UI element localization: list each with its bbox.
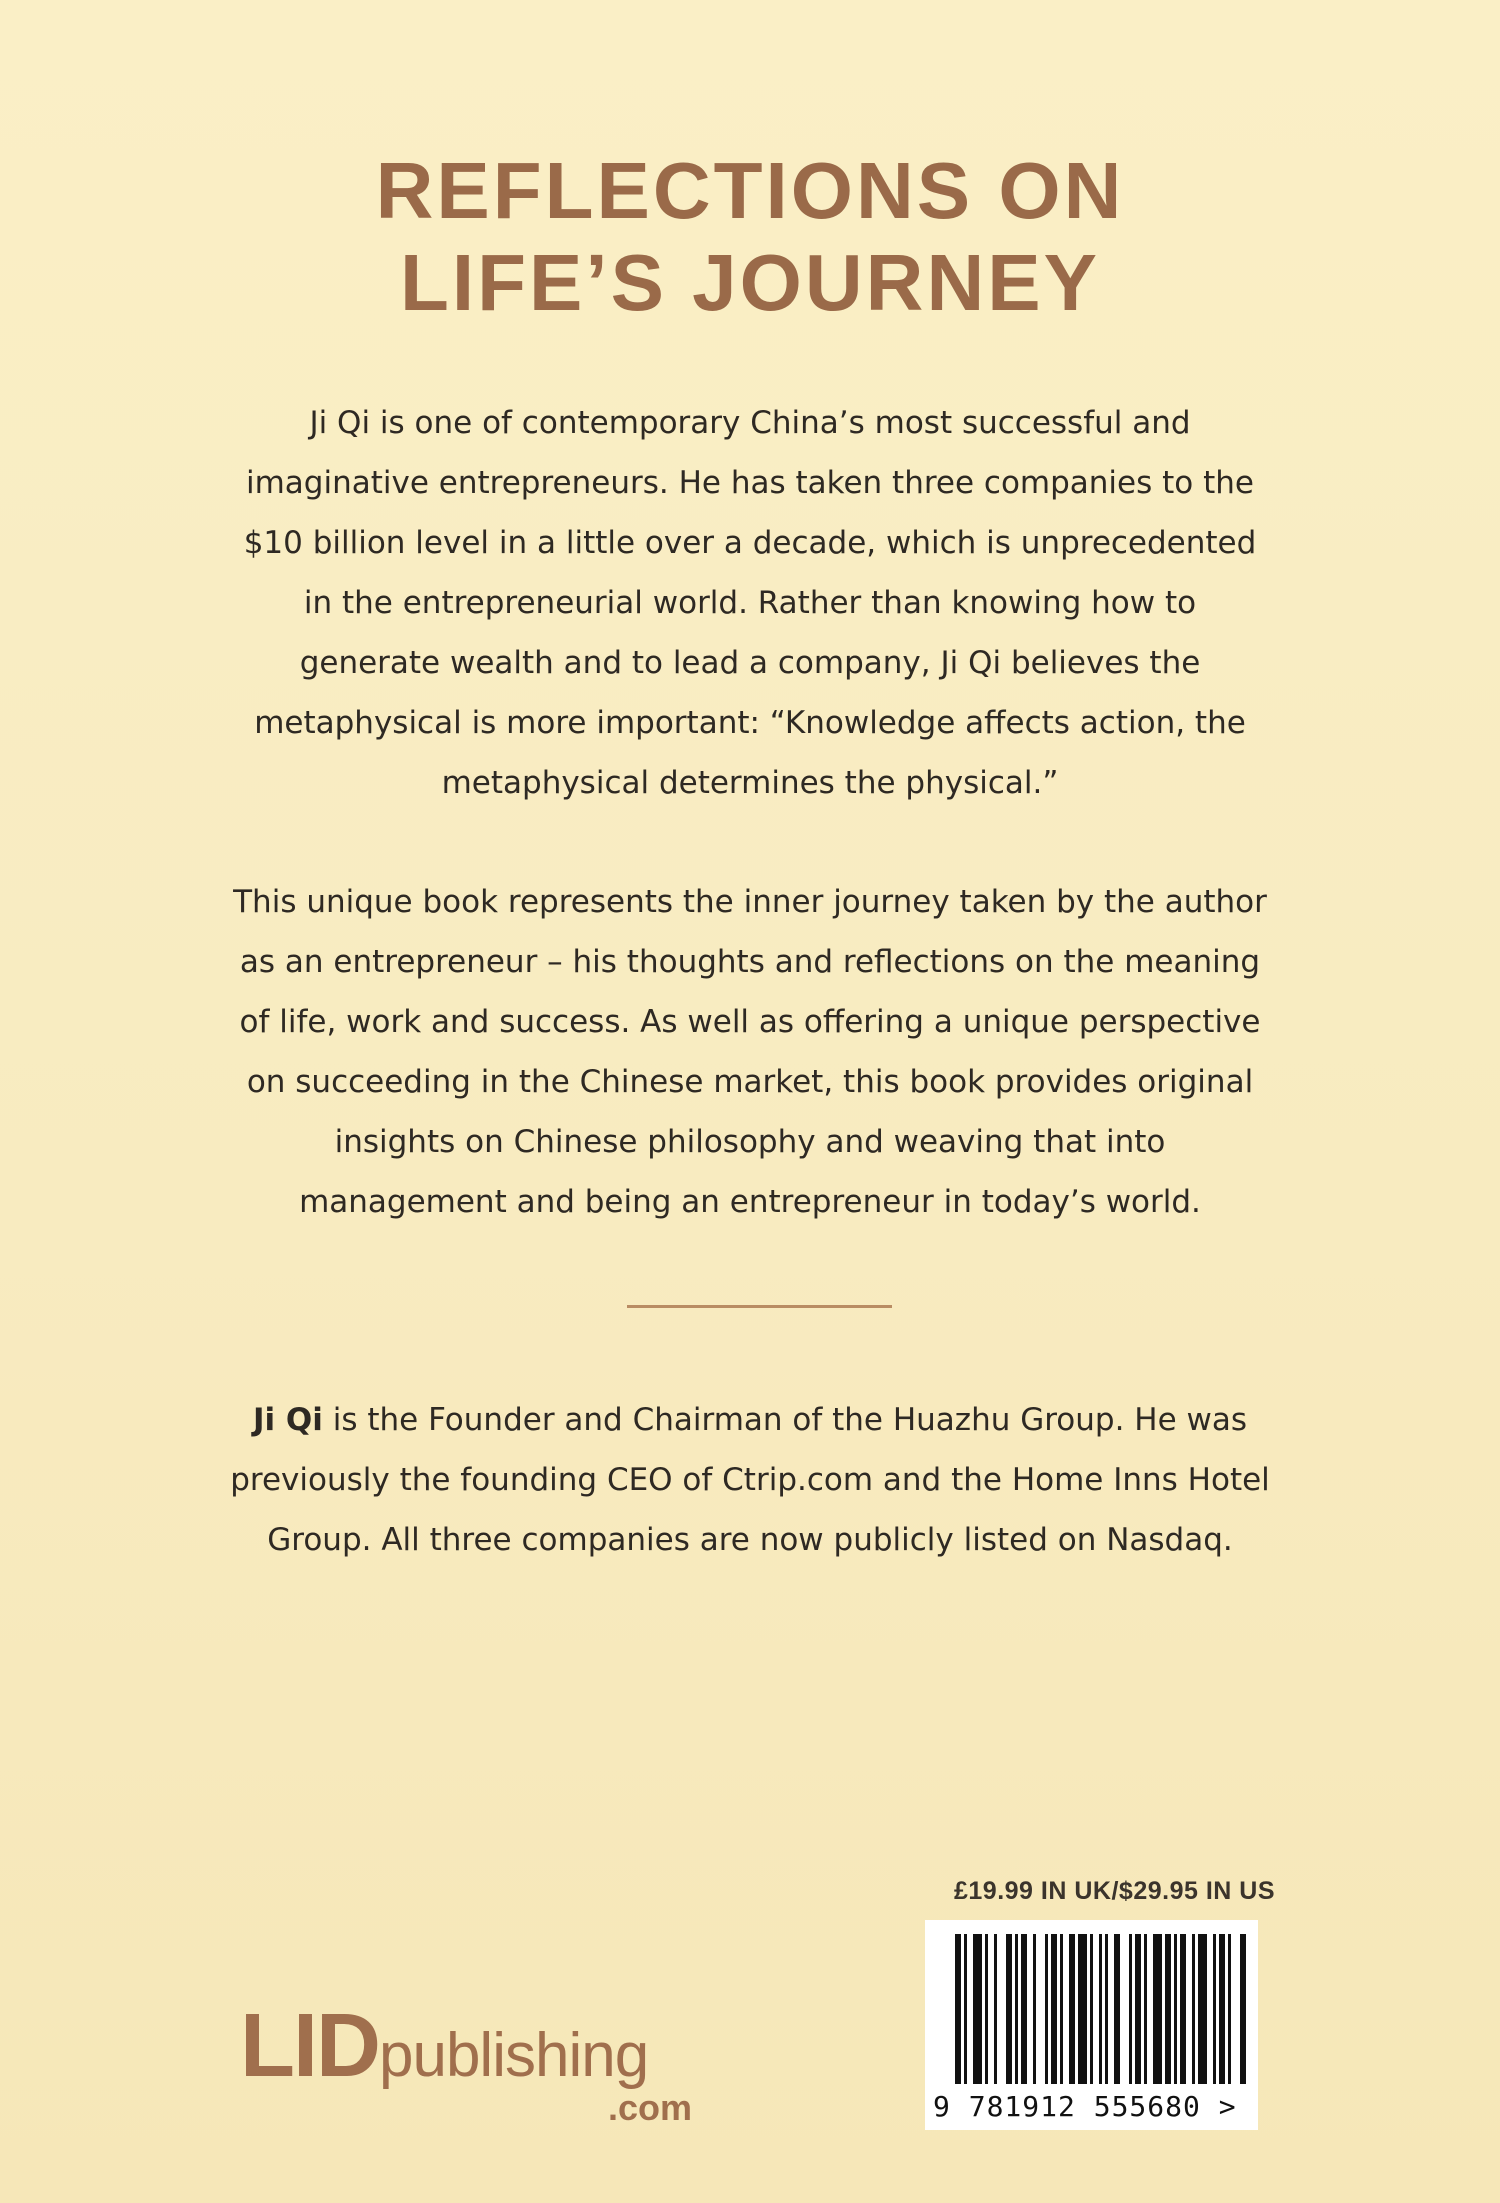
section-divider [627, 1305, 892, 1308]
barcode-bar [1021, 1934, 1027, 2084]
author-bio-text: is the Founder and Chairman of the Huazhu Group. He was previously the founding CEO of Ctrip.com and the Home Inns Hotel Group. All three companies are now publicly listed on Nasdaq. [230, 1402, 1270, 1558]
barcode-bar [1078, 1934, 1087, 2084]
barcode-bar [1174, 1934, 1177, 2084]
barcode-bar [964, 1934, 967, 2084]
author-bio [230, 1390, 1270, 1570]
barcode-bar [1045, 1934, 1048, 2084]
barcode-bar [973, 1934, 982, 2084]
barcode-bar [1114, 1934, 1120, 2084]
barcode-bars [925, 1920, 1258, 2090]
publisher-logo [240, 1995, 693, 2128]
barcode-bar [1192, 1934, 1195, 2084]
barcode-digits: 9 781912 555680 > [933, 2090, 1237, 2123]
price-label: £19.99 IN UK/$29.95 IN US [954, 1877, 1275, 1905]
barcode-bar [1105, 1934, 1108, 2084]
isbn-barcode [925, 1920, 1258, 2130]
description-paragraph-1: Ji Qi is one of contemporary China’s most successful and imaginative entrepreneurs. He has taken three companies to the $10 billion level in a little over a decade, which is unprecedented in the entrepreneurial world. Rather than knowing how to generate wealth and to lead a company, Ji Qi believes the metaphysical is more important: “Knowledge affects action, the metaphysical determines the physical.” [243, 405, 1257, 801]
barcode-bar [994, 1934, 997, 2084]
barcode-bar [1099, 1934, 1102, 2084]
barcode-bar [1006, 1934, 1012, 2084]
description-paragraph-2: This unique book represents the inner journey taken by the author as an entrepreneur – his thoughts and reflections on the meaning of life, work and success. As well as offering a unique perspective on succeeding in the Chinese market, this book provides original insights on Chinese philosophy and weaving that into management and being an entrepreneur in today’s world. [233, 884, 1267, 1220]
barcode-bar [1219, 1934, 1225, 2084]
barcode-bar [1144, 1934, 1147, 2084]
barcode-bar [1198, 1934, 1207, 2084]
title-line-2: LIFE’S JOURNEY [400, 238, 1100, 327]
logo-domain: .com [608, 2087, 693, 2128]
logo-publishing: publishing [378, 2021, 649, 2090]
barcode-bar [1033, 1934, 1036, 2084]
barcode-bar [1090, 1934, 1093, 2084]
barcode-bar [1069, 1934, 1075, 2084]
book-title [0, 145, 1500, 329]
barcode-bar [1015, 1934, 1018, 2084]
barcode-bar [1213, 1934, 1216, 2084]
barcode-bar [1165, 1934, 1171, 2084]
barcode-bar [1180, 1934, 1186, 2084]
barcode-bar [955, 1934, 961, 2084]
barcode-bar [1051, 1934, 1057, 2084]
barcode-bar [1228, 1934, 1231, 2084]
barcode-bar [1153, 1934, 1162, 2084]
barcode-bar [1135, 1934, 1141, 2084]
barcode-bar [1129, 1934, 1132, 2084]
logo-lid: LID [240, 1996, 379, 2096]
barcode-bar [1240, 1934, 1246, 2084]
barcode-bar [985, 1934, 988, 2084]
barcode-bar [1060, 1934, 1063, 2084]
title-line-1: REFLECTIONS ON [375, 146, 1125, 235]
author-name: Ji Qi [252, 1402, 323, 1438]
